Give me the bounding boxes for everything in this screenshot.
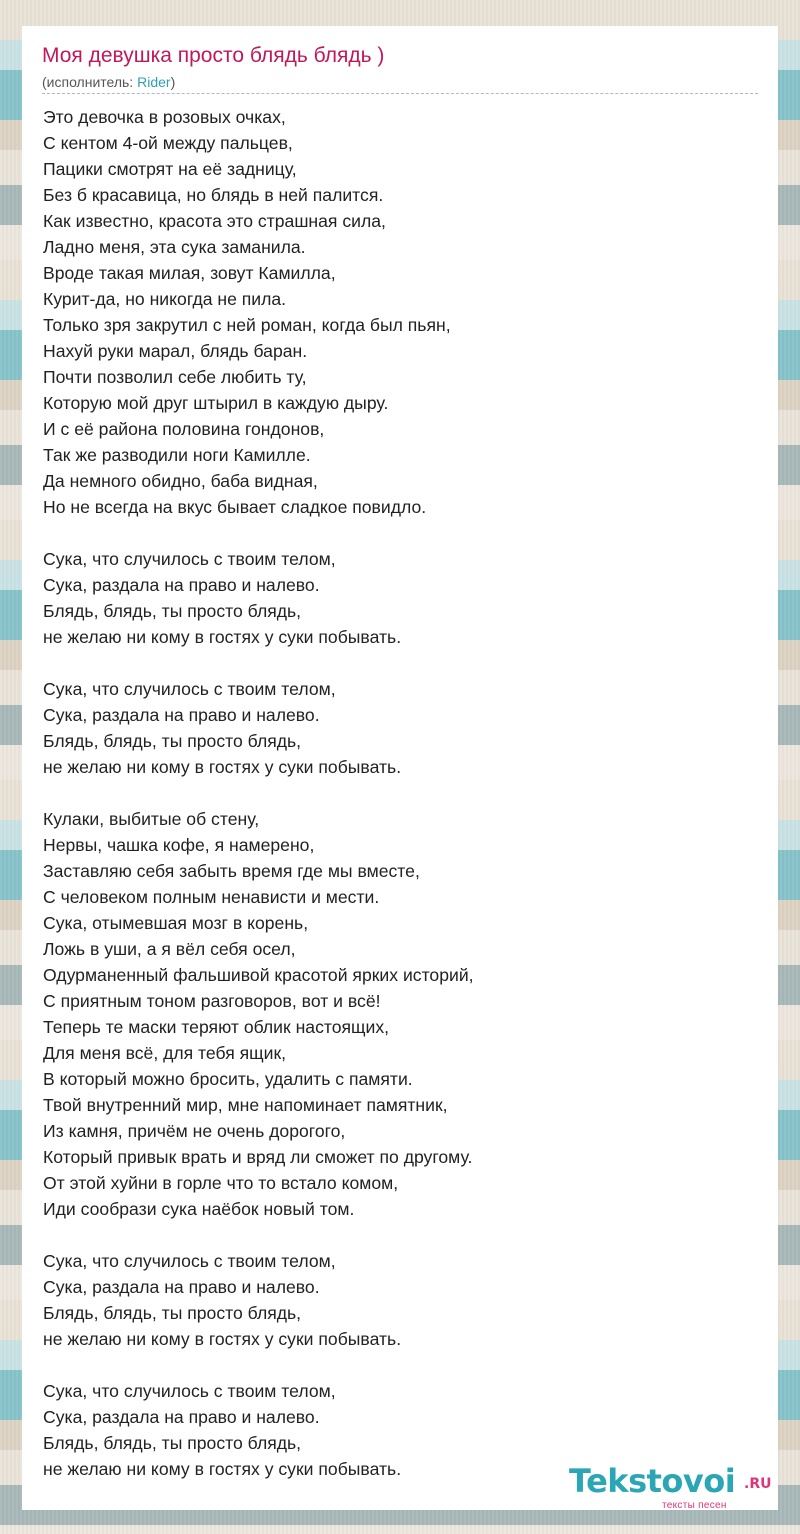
lyric-line: Теперь те маски теряют облик настоящих,: [43, 1017, 390, 1037]
lyric-line: Заставляю себя забыть время где мы вместе,: [43, 861, 420, 881]
lyric-line: Сука, раздала на право и налево.: [43, 1407, 320, 1427]
artist-prefix: (исполнитель:: [42, 74, 138, 90]
lyric-line: не желаю ни кому в гостях у суки побывать.: [43, 757, 402, 777]
lyric-line: Сука, что случилось с твоим телом,: [43, 679, 336, 699]
lyric-line: Сука, что случилось с твоим телом,: [43, 549, 336, 569]
lyric-line: Курит-да, но никогда не пила.: [43, 289, 287, 309]
title-divider: [42, 93, 758, 94]
lyric-line: Ладно меня, эта сука заманила.: [43, 237, 306, 257]
lyric-line: Вроде такая милая, зовут Камилла,: [43, 263, 336, 283]
lyric-line: Но не всегда на вкус бывает сладкое повидло.: [43, 497, 427, 517]
lyric-line: не желаю ни кому в гостях у суки побывать.: [43, 1329, 402, 1349]
lyric-line: В который можно бросить, удалить с памяти.: [43, 1069, 413, 1089]
lyric-line: не желаю ни кому в гостях у суки побывать.: [43, 627, 402, 647]
lyric-line: Которую мой друг штырил в каждую дыру.: [43, 393, 389, 413]
logo-domain: .RU: [744, 1476, 772, 1492]
lyric-line: [43, 520, 474, 546]
lyric-line: Сука, отымевшая мозг в корень,: [43, 913, 309, 933]
lyric-line: И с её района половина гондонов,: [43, 419, 325, 439]
logo-wordmark: Tekstovoi: [569, 1462, 736, 1500]
lyric-line: Сука, что случилось с твоим телом,: [43, 1381, 336, 1401]
lyric-line: Сука, что случилось с твоим телом,: [43, 1251, 336, 1271]
lyric-line: Одурманенный фальшивой красотой ярких историй,: [43, 965, 474, 985]
lyric-line: От этой хуйни в горле что то встало комом,: [43, 1173, 399, 1193]
lyric-line: Так же разводили ноги Камилле.: [43, 445, 311, 465]
lyric-line: Блядь, блядь, ты просто блядь,: [43, 1433, 302, 1453]
lyric-line: Для меня всё, для тебя ящик,: [43, 1043, 287, 1063]
lyric-line: Нервы, чашка кофе, я намерено,: [43, 835, 315, 855]
lyric-line: Иди сообрази сука наёбок новый том.: [43, 1199, 355, 1219]
lyric-line: [43, 650, 474, 676]
lyric-line: Твой внутренний мир, мне напоминает памятник,: [43, 1095, 448, 1115]
lyric-line: Почти позволил себе любить ту,: [43, 367, 307, 387]
lyric-line: С человеком полным ненависти и мести.: [43, 887, 380, 907]
artist-link[interactable]: Rider: [137, 74, 171, 90]
lyric-line: не желаю ни кому в гостях у суки побывать.: [43, 1459, 402, 1479]
lyric-line: Ложь в уши, а я вёл себя осел,: [43, 939, 296, 959]
lyric-line: Пацики смотрят на её задницу,: [43, 159, 297, 179]
artist-suffix: ): [170, 74, 176, 90]
lyric-line: [43, 1222, 474, 1248]
lyric-line: Из камня, причём не очень дорогого,: [43, 1121, 346, 1141]
lyric-line: Блядь, блядь, ты просто блядь,: [43, 601, 302, 621]
lyric-line: Блядь, блядь, ты просто блядь,: [43, 1303, 302, 1323]
artist-line: [42, 74, 175, 90]
song-title: Моя девушка просто блядь блядь ): [42, 44, 385, 67]
lyric-line: Нахуй руки марал, блядь баран.: [43, 341, 308, 361]
lyric-line: Сука, раздала на право и налево.: [43, 705, 320, 725]
lyric-line: [43, 780, 474, 806]
lyrics-text: [43, 104, 474, 1482]
lyric-line: Только зря закрутил с ней роман, когда был пьян,: [43, 315, 451, 335]
lyric-line: Как известно, красота это страшная сила,: [43, 211, 386, 231]
lyrics-card: [22, 26, 778, 1510]
lyric-line: Сука, раздала на право и налево.: [43, 575, 320, 595]
lyric-line: Сука, раздала на право и налево.: [43, 1277, 320, 1297]
site-logo[interactable]: [569, 1462, 779, 1512]
lyric-line: С приятным тоном разговоров, вот и всё!: [43, 991, 381, 1011]
lyric-line: Который привык врать и вряд ли сможет по другому.: [43, 1147, 473, 1167]
logo-tagline: тексты песен: [662, 1500, 727, 1511]
lyric-line: Блядь, блядь, ты просто блядь,: [43, 731, 302, 751]
lyric-line: Да немного обидно, баба видная,: [43, 471, 318, 491]
lyric-line: С кентом 4-ой между пальцев,: [43, 133, 293, 153]
lyric-line: [43, 1352, 474, 1378]
lyric-line: Это девочка в розовых очках,: [43, 107, 286, 127]
lyric-line: Кулаки, выбитые об стену,: [43, 809, 260, 829]
lyric-line: Без б красавица, но блядь в ней палится.: [43, 185, 384, 205]
